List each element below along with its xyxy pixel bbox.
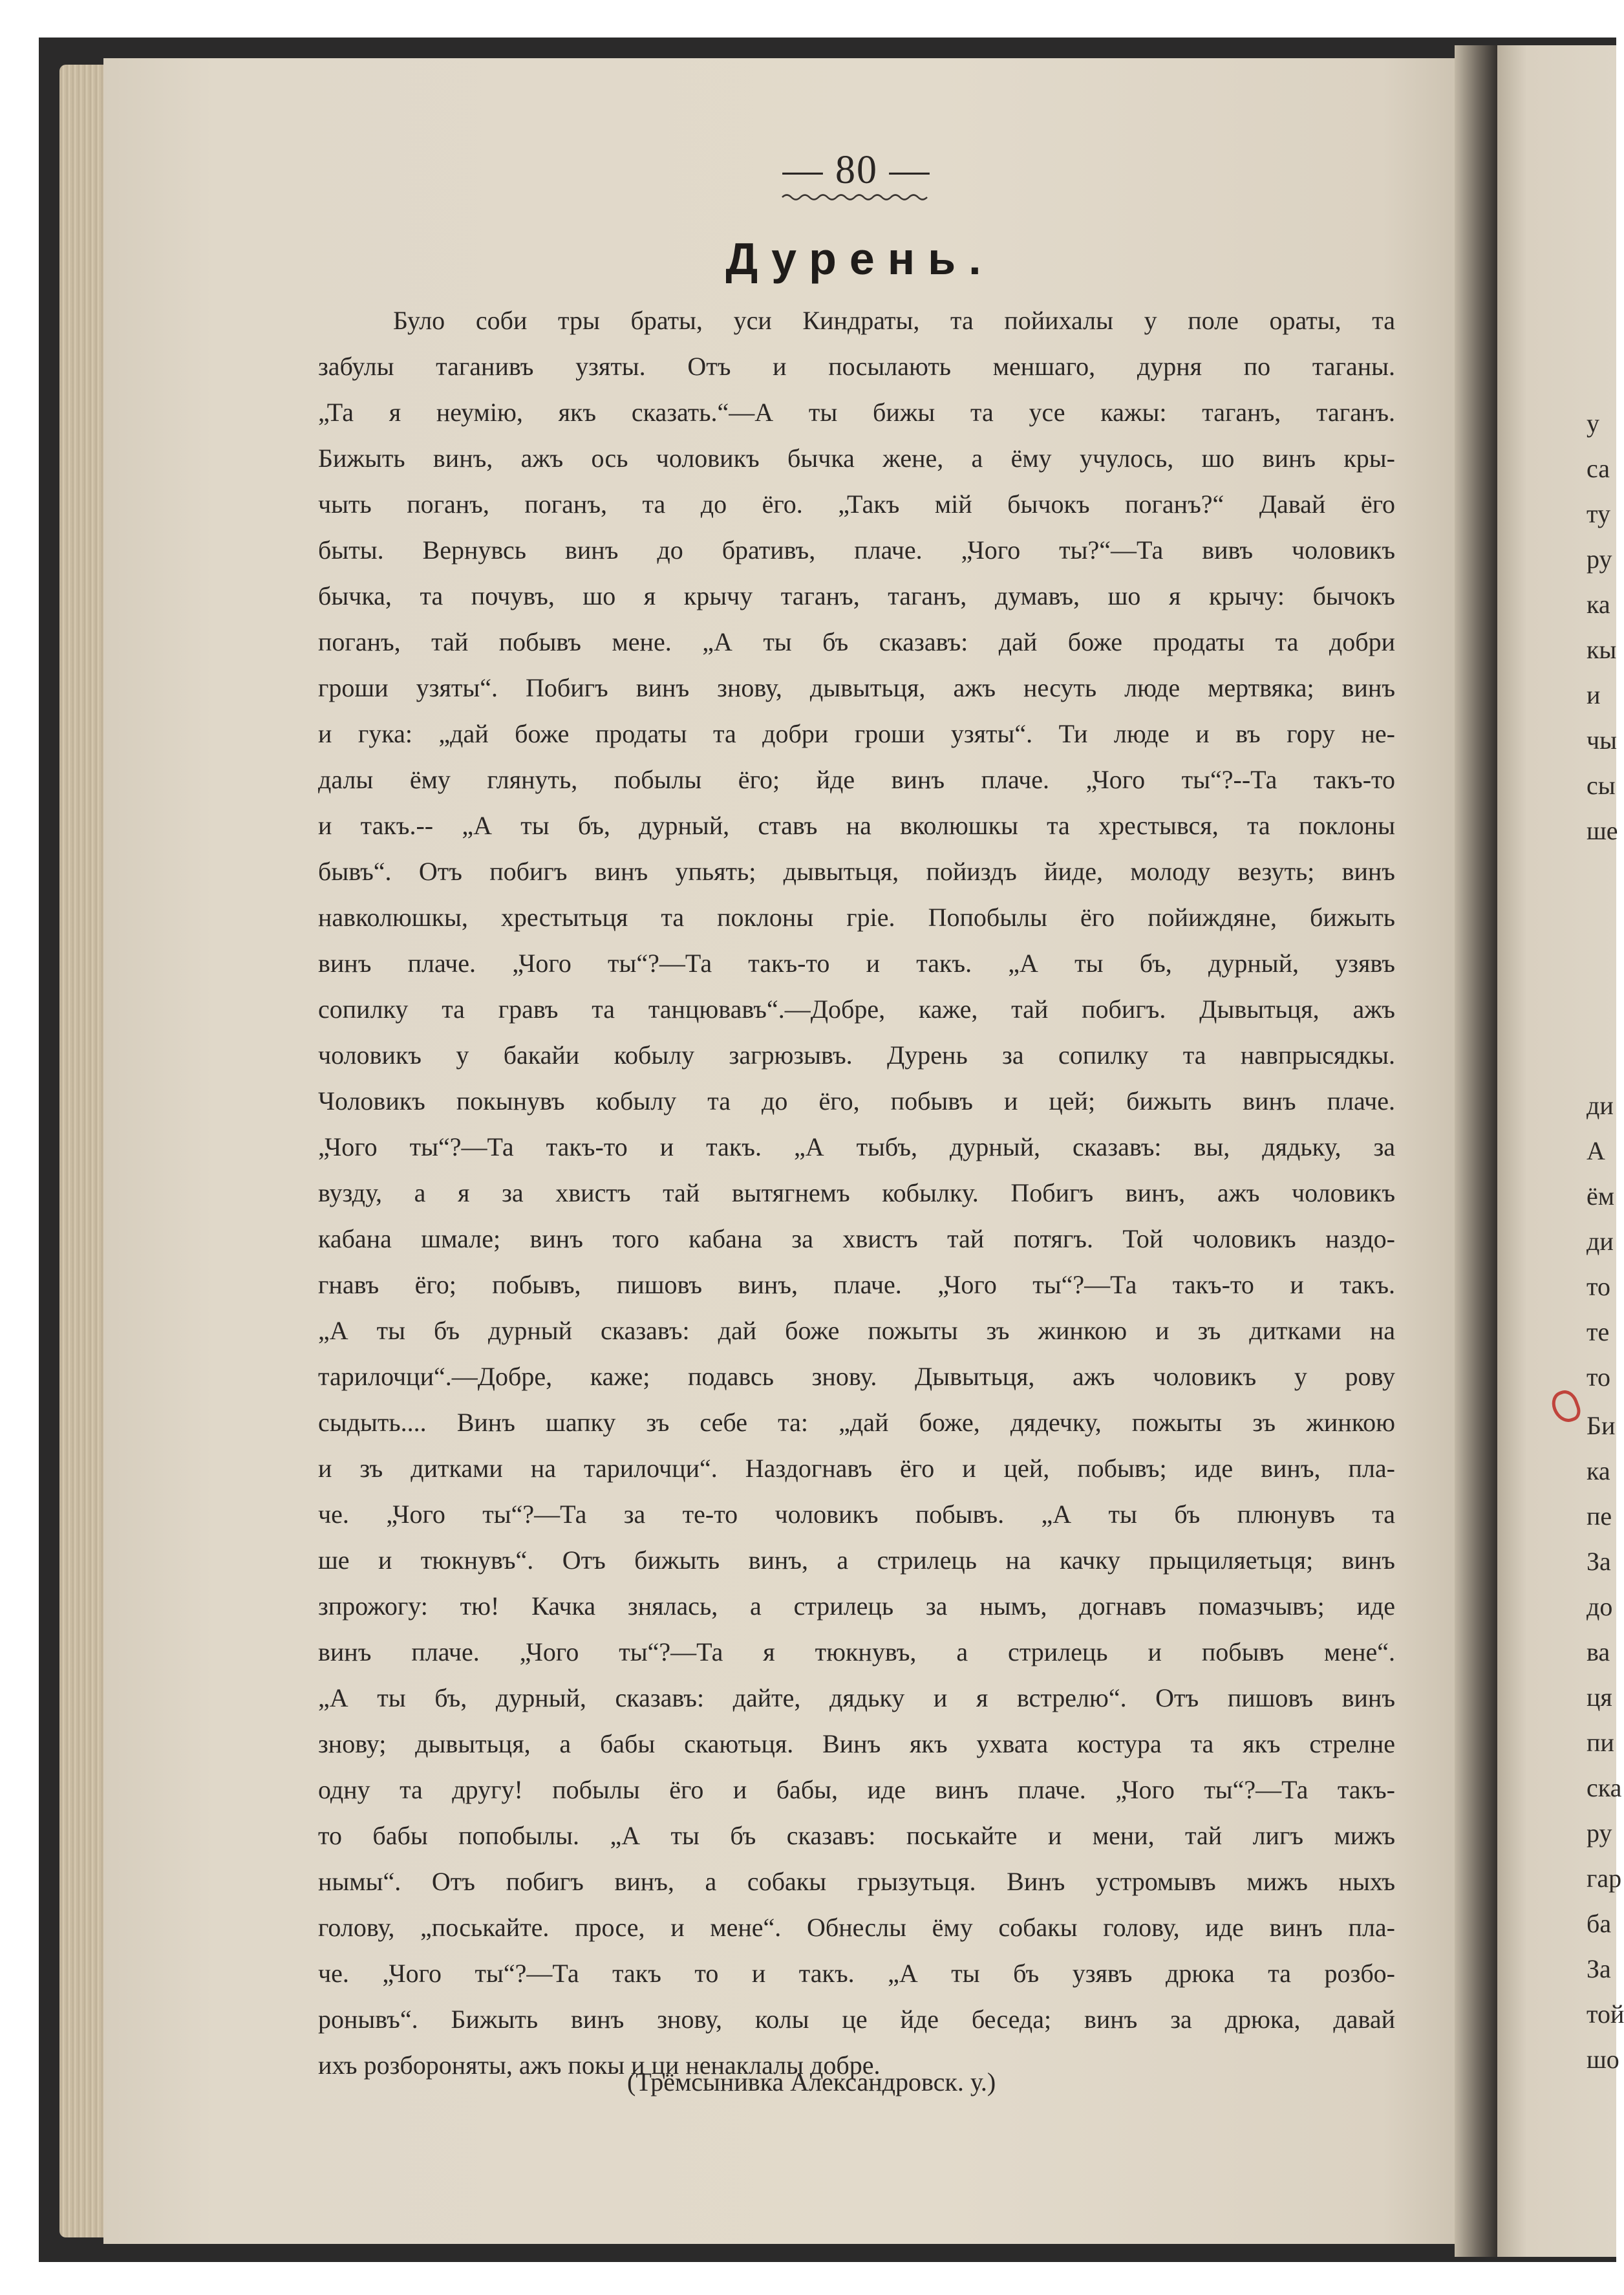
facing-page-fragment: ця [1587,1683,1612,1712]
text-line: поганъ, тай побывъ мене. „А ты бъ сказавъ: дай боже продаты та добри [318,627,1395,656]
text-line: одну та другу! побылы ёго и бабы, иде винъ плаче. „Чого ты“?—Та такъ- [318,1775,1395,1804]
text-line: винъ плаче. „Чого ты“?—Та я тюкнувъ, а стрилець и побывъ мене“. [318,1637,1395,1666]
text-line: ронывъ“. Бижыть винъ знову, колы це йде беседа; винъ за дрюка, давай [318,2005,1395,2034]
text-line: „Та я неумію, якъ сказать.“—А ты бижы та усе кажы: таганъ, таганъ. [318,398,1395,427]
text-line: „Чого ты“?—Та такъ-то и такъ. „А тыбъ, дурный, сказавъ: вы, дядьку, за [318,1132,1395,1161]
text-line: „А ты бъ дурный сказавъ: дай боже пожыты зъ жинкою и зъ дитками на [318,1316,1395,1345]
facing-page-fragment: то [1587,1363,1610,1392]
story-body [318,297,1395,2088]
text-line: зпрожогу: тю! Качка знялась, а стрилець за нымъ, догнавъ помазчывъ; иде [318,1591,1395,1621]
text-line: че. „Чого ты“?—Та такъ то и такъ. „А ты бъ узявъ дрюка та розбо- [318,1959,1395,1988]
text-line: Бижыть винъ, ажъ ось чоловикъ бычка жене, а ёму учулось, шо винъ кры- [318,444,1395,473]
text-line: тарилочци“.—Добре, каже; подавсь знову. Дывытьця, ажъ чоловикъ у рову [318,1362,1395,1391]
text-line: сопилку та гравъ та танцювавъ“.—Добре, каже, тай побигъ. Дывытьця, ажъ [318,995,1395,1024]
facing-page-fragment: сы [1587,771,1616,800]
text-line: то бабы попобылы. „А ты бъ сказавъ: поськайте и мени, тай лигъ мижъ [318,1821,1395,1850]
facing-page-fragment: ка [1587,1456,1610,1485]
text-line: Було соби тры браты, уси Киндраты, та пойихалы у поле ораты, та [393,306,1395,335]
text-line: „А ты бъ, дурный, сказавъ: дайте, дядьку и я встрелю“. Отъ пишовъ винъ [318,1683,1395,1712]
facing-page-fragment: ва [1587,1637,1610,1666]
text-line: ихъ розбороняты, ажъ покы и ци ненаклалы добре. [318,2051,881,2080]
facing-page-fragment: то [1587,1272,1610,1301]
facing-page-fragment: ди [1587,1227,1614,1256]
facing-page-fragment: са [1587,454,1610,483]
text-line: и зъ дитками на тарилочци“. Наздогнавъ ёго и цей, побывъ; иде винъ, пла- [318,1454,1395,1483]
text-line: навколюшкы, хрестытьця та поклоны гріе. Попобылы ёго пойиждяне, бижыть [318,903,1395,932]
facing-page-fragment: За [1587,1954,1611,1983]
facing-page-fragment: За [1587,1547,1611,1576]
facing-page-fragment: ба [1587,1909,1612,1938]
facing-page-fragment: гар [1587,1864,1622,1893]
facing-page-fragment: ру [1587,1818,1612,1848]
facing-page-fragment: те [1587,1317,1610,1346]
facing-page [1497,45,1624,2257]
facing-page-fragment: шо [1587,2045,1619,2074]
facing-page-fragment: ше [1587,816,1618,845]
text-line: нымы“. Отъ побигъ винъ, а собакы грызутьця. Винъ устромывъ мижъ ныхъ [318,1867,1395,1896]
text-line: ше и тюкнувъ“. Отъ бижыть винъ, а стрилець на качку прыциляетьця; винъ [318,1546,1395,1575]
source-note: (Трёмсынивка Александровск. у.) [627,2067,996,2096]
text-line: гроши узяты“. Побигъ винъ знову, дывытьця, ажъ несуть люде мертвяка; винъ [318,673,1395,702]
text-line: чыть поганъ, поганъ, та до ёго. „Такъ мій бычокъ поганъ?“ Давай ёго [318,490,1395,519]
text-line: и гука: „дай боже продаты та добри гроши узяты“. Ти люде и въ гору не- [318,719,1395,748]
page-number: — 80 — [782,148,931,192]
facing-page-fragment: у [1587,409,1599,438]
text-line: сыдыть.... Винъ шапку зъ себе та: „дай боже, дядечку, пожыты зъ жинкою [318,1408,1395,1437]
facing-page-fragment: Би [1587,1411,1616,1440]
text-line: забулы таганивъ узяты. Отъ и посылають меншаго, дурня по таганы. [318,352,1395,381]
text-line: голову, „поськайте. просе, и мене“. Обнеслы ёму собакы голову, иде винъ пла- [318,1913,1395,1942]
facing-page-fragment: ём [1587,1181,1615,1211]
text-line: чоловикъ у бакайи кобылу загрюзывъ. Дурень за сопилку та навпрысядкы. [318,1040,1395,1070]
text-line: знову; дывытьця, а бабы скаютьця. Винъ якъ ухвата костура та якъ стрелне [318,1729,1395,1758]
facing-page-fragment: пе [1587,1502,1612,1531]
facing-page-fragment: и [1587,680,1601,709]
facing-page-fragment: чы [1587,726,1617,755]
text-line: бывъ“. Отъ побигъ винъ упьять; дывытьця, пойиздъ йиде, молоду везуть; винъ [318,857,1395,886]
text-line: далы ёму глянуть, побылы ёго; йде винъ плаче. „Чого ты“?--Та такъ-то [318,765,1395,794]
text-line: винъ плаче. „Чого ты“?—Та такъ-то и такъ. „А ты бъ, дурный, узявъ [318,949,1395,978]
text-line: кабана шмале; винъ того кабана за хвистъ тай потягъ. Той чоловикъ наздо- [318,1224,1395,1253]
facing-page-fragment: до [1587,1592,1613,1621]
facing-page-fragment: той [1587,1999,1624,2029]
facing-page-fragment: ди [1587,1091,1614,1120]
text-line: че. „Чого ты“?—Та за те-то чоловикъ побывъ. „А ты бъ плюнувъ та [318,1500,1395,1529]
book-gutter [1455,45,1500,2257]
text-line: вузду, а я за хвистъ тай вытягнемъ кобылку. Побигъ винъ, ажъ чоловикъ [318,1178,1395,1207]
facing-page-fragment: кы [1587,635,1617,664]
text-line: бычка, та почувъ, шо я крычу таганъ, таганъ, думавъ, шо я крычу: бычокъ [318,581,1395,610]
facing-page-fragment: ска [1587,1773,1622,1802]
facing-page-fragment: А [1587,1136,1605,1165]
facing-page-fragment: ру [1587,544,1612,574]
facing-page-fragment: пи [1587,1728,1614,1757]
text-line: быты. Вернувсь винъ до бративъ, плаче. „Чого ты?“—Та вивъ чоловикъ [318,535,1395,565]
facing-page-fragment: ту [1587,499,1610,528]
story-title: Дурень. [725,233,994,284]
facing-page-fragment: ка [1587,590,1610,619]
text-line: и такъ.-- „А ты бъ, дурный, ставъ на вколюшкы та хрестывся, та поклоны [318,811,1395,840]
text-line: гнавъ ёго; побывъ, пишовъ винъ, плаче. „Чого ты“?—Та такъ-то и такъ. [318,1270,1395,1299]
text-line: Чоловикъ покынувъ кобылу та до ёго, побывъ и цей; бижыть винъ плаче. [318,1086,1395,1115]
page-number-underline [782,193,931,202]
